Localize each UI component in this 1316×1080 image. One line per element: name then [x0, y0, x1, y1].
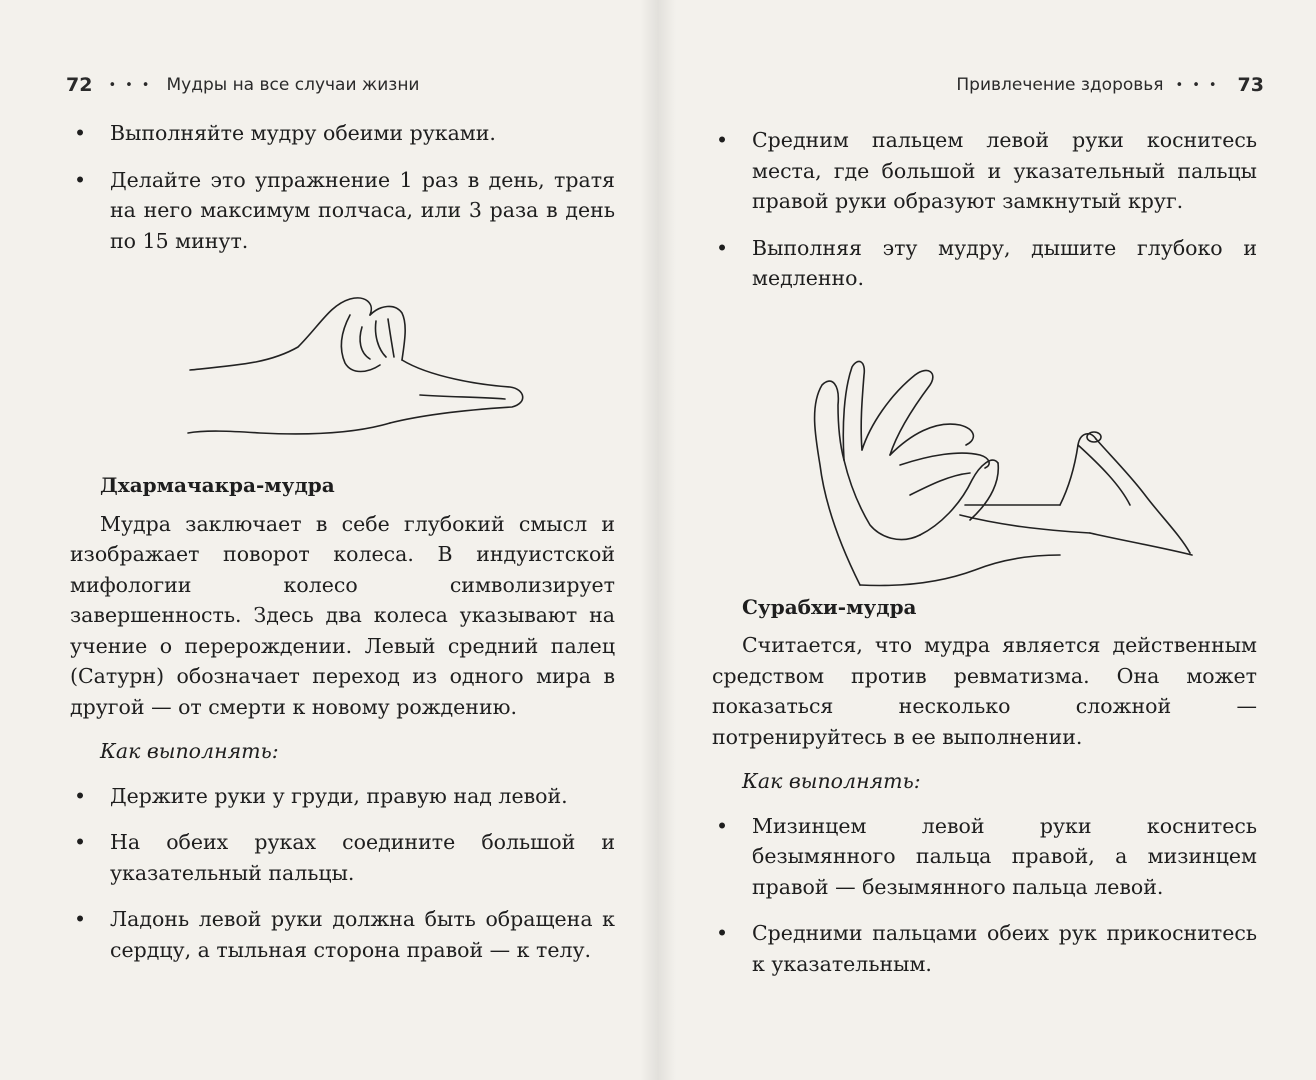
section-title: Сурабхи-мудра — [742, 594, 917, 619]
header-dots: ••• — [1175, 77, 1226, 93]
list-item: • На обеих руках соедините большой и указательный пальцы. — [70, 827, 615, 888]
section-paragraph: Мудра заключает в себе глубокий смысл и изображает поворот колеса. В индуистской мифологии колесо символизирует завершенность. Здесь два колеса указывают на учение о перерождении. Левый средний палец (Сатурн) обозначает переход из одного мира в другой — от смерти к новому рождению. — [70, 511, 615, 719]
left-page-body — [70, 118, 615, 981]
mudra-hands-illustration-right — [800, 355, 1200, 599]
list-item: • Держите руки у груди, правую над левой. — [70, 781, 615, 812]
list-item: • Средним пальцем левой руки коснитесь места, где большой и указательный пальцы правой руки образуют замкнутый круг. — [712, 125, 1257, 217]
running-title: Привлечение здоровья — [956, 75, 1164, 95]
right-page-header — [956, 70, 1264, 100]
list-item: • Делайте это упражнение 1 раз в день, тратя на него максимум полчаса, или 3 раза в день по 15 минут. — [70, 165, 615, 257]
left-page-header — [66, 70, 420, 100]
section-paragraph: Считается, что мудра является действенным средством против ревматизма. Она может показаться несколько сложной — потренируйтесь в ее выполнении. — [712, 633, 1257, 749]
page-number: 72 — [66, 74, 93, 96]
list-item: • Мизинцем левой руки коснитесь безымянного пальца правой, а мизинцем правой — безымянного пальца левой. — [712, 811, 1257, 903]
page-number: 73 — [1237, 74, 1264, 96]
list-item: • Выполняя эту мудру, дышите глубоко и медленно. — [712, 233, 1257, 294]
list-item: • Средними пальцами обеих рук прикоснитесь к указательным. — [712, 918, 1257, 979]
how-to-label: Как выполнять: — [100, 739, 279, 763]
section-title: Дхармачакра-мудра — [100, 473, 335, 497]
list-item: • Ладонь левой руки должна быть обращена к сердцу, а тыльная сторона правой — к телу. — [70, 904, 615, 965]
running-title: Мудры на все случаи жизни — [166, 75, 420, 95]
list-item: • Выполняйте мудру обеими руками. — [70, 118, 615, 149]
header-dots: ••• — [108, 77, 159, 93]
how-to-label: Как выполнять: — [742, 769, 921, 793]
mudra-hand-illustration-left — [180, 285, 540, 454]
